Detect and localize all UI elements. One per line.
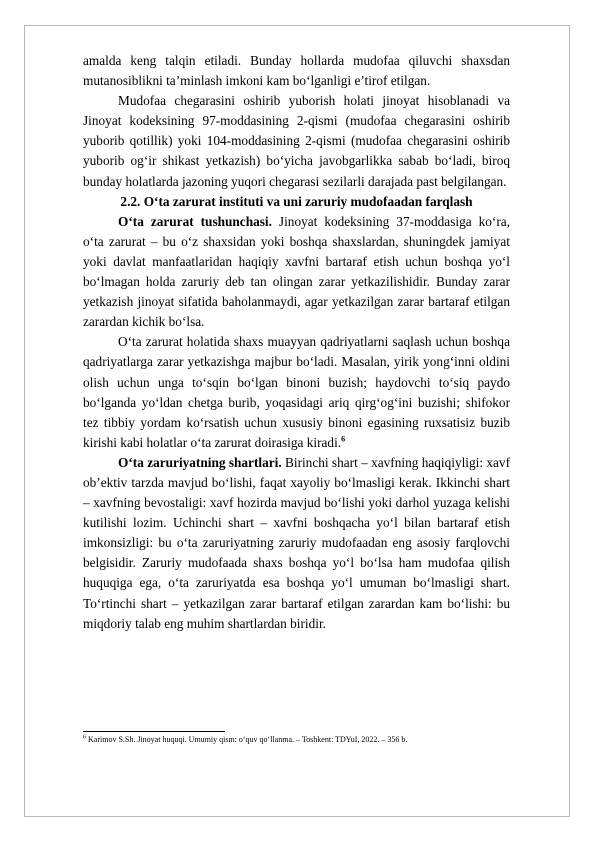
paragraph-lead-term: O‘ta zarurat tushunchasi. (118, 213, 272, 229)
paragraph-ota-zarurat-tushunchasi (83, 212, 510, 333)
footnote-separator (83, 731, 225, 732)
footnote (83, 734, 510, 745)
paragraph-text: Jinoyat kodeksining 37-moddasiga ko‘ra, o‘ta zarurat – bu o‘z shaxsidan yoki boshqa shaxslardan, shuningdek jamiyat yoki davlat manfaatlaridan haqiqiy xavfni bartaraf etish uchun boshqa yo‘l bo‘lmagan holda zaruriy deb tan olingan zarar yetkazilishidir. Bunday zarar yetkazish jinoyat sifatida baholanmaydi, agar yetkazilgan zarar bartaraf etilgan zarardan kichik bo‘lsa. (83, 213, 510, 330)
footnote-marker: 6 (83, 734, 86, 741)
paragraph-lead-term: O‘ta zaruriyatning shartlari. (118, 454, 282, 470)
footnote-reference[interactable]: 6 (341, 434, 346, 444)
section-heading: 2.2. O‘ta zarurat instituti va uni zaruriy mudofaadan farqlash (120, 193, 473, 209)
paragraph-ota-zarurat-misollar (83, 332, 510, 453)
paragraph-continuation: amalda keng talqin etiladi. Bunday hollarda mudofaa qiluvchi shaxsdan mutanosiblikni ta’minlash imkoni kam bo‘lganligi e’tirof etilgan. (83, 53, 510, 89)
paragraph-ota-zaruriyat-shartlari (83, 453, 510, 634)
document-body (83, 51, 510, 634)
paragraph-mudofaa-chegarasi: Mudofaa chegarasini oshirib yuborish holati jinoyat hisoblanadi va Jinoyat kodeksining 97-moddasining 2-qismi (mudofaa chegarasini oshirib yuborib qotillik) yoki 104-moddasining 2-qismi (mudofaa chegarasini oshirib yuborib og‘ir shikast yetkazish) bo‘yicha javobgarlikka sabab bo‘ladi, biroq bunday holatlarda jazoning yuqori chegarasi sezilarli darajada past belgilangan. (83, 93, 510, 189)
footnote-text: Karimov S.Sh. Jinoyat huquqi. Umumiy qism: o‘quv qo‘llanma. – Toshkent: TDYuI, 2022. – 356 b. (86, 735, 408, 744)
paragraph-text: Birinchi shart – xavfning haqiqiyligi: xavf ob’ektiv tarzda mavjud bo‘lishi, faqat xayoliy bo‘lmasligi kerak. Ikkinchi shart – xavfning bevostaligi: xavf hozirda mavjud bo‘lishi yoki darhol yuzaga kelishi kutilishi lozim. Uchinchi shart – xavfni boshqacha yo‘l bilan bartaraf etish imkonsizligi: bu o‘ta zaruriyatning zaruriy mudofaadan eng asosiy farqlovchi belgisidir. Zaruriy mudofaada shaxs boshqa yo‘l bo‘lsa ham mudofaa qilish huquqiga ega, o‘ta zaruriyatda esa boshqa yo‘l umuman bo‘lmasligi shart. To‘rtinchi shart – yetkazilgan zarar bartaraf etilgan zarardan kam bo‘lishi: bu miqdoriy talab eng muhim shartlardan biridir. (83, 454, 510, 631)
paragraph-text: O‘ta zarurat holatida shaxs muayyan qadriyatlarni saqlash uchun boshqa qadriyatlarga zarar yetkazishga majbur bo‘ladi. Masalan, yirik yong‘inni oldini olish uchun unga to‘sqin bo‘lgan binoni buzish; haydovchi to‘siq paydo bo‘lganda yo‘ldan chetga burib, yoqasidagi ariq qirg‘og‘ini buzishi; shifokor tez tibbiy yordam ko‘rsatish uchun xususiy binoni egasining ruxsatisiz buzib kirishi kabi holatlar o‘ta zarurat doirasiga kiradi. (83, 334, 510, 450)
